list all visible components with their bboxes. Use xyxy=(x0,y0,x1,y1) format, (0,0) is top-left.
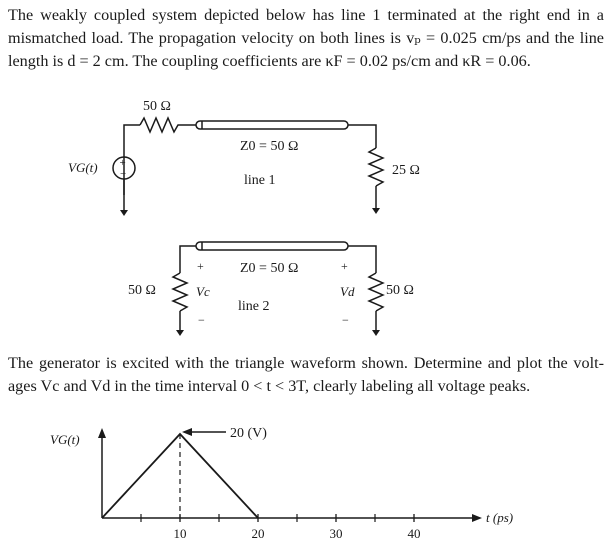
vc-label: Vc xyxy=(196,284,210,299)
right-resistor-label: 50 Ω xyxy=(386,283,414,298)
x-axis-arrow xyxy=(472,514,482,522)
vc-minus: − xyxy=(198,313,205,327)
vd-plus: + xyxy=(341,259,348,273)
x-tick-label-30: 30 xyxy=(329,526,343,541)
source-label: VG(t) xyxy=(68,160,98,175)
load-resistor-label: 25 Ω xyxy=(392,163,420,178)
x-tick-label-40: 40 xyxy=(407,526,421,541)
line1-label: line 1 xyxy=(244,173,276,188)
source-plus: + xyxy=(119,157,126,169)
intro-line-1: The weakly coupled system depicted below has line 1 terminated at the right end in a xyxy=(8,6,604,24)
source-minus: − xyxy=(120,168,127,180)
peak-value-label: 20 (V) xyxy=(230,426,267,441)
task-line-1: The generator is excited with the triangle waveform shown. Determine and plot the volt- xyxy=(8,354,604,372)
y-axis-label: VG(t) xyxy=(50,432,80,447)
vd-minus: − xyxy=(342,313,349,327)
left-resistor-label: 50 Ω xyxy=(128,283,156,298)
task-line-2: ages Vc and Vd in the time interval 0 < t < 3T, clearly labeling all voltage peaks. xyxy=(8,377,531,395)
line1-impedance-label: Z0 = 50 Ω xyxy=(240,139,299,154)
intro-line-3: length is d = 2 cm. The coupling coefficients are κF = 0.02 ps/cm and κR = 0.06. xyxy=(8,52,531,70)
intro-line-2: mismatched load. The propagation velocity on both lines is vₚ = 0.025 cm/ps and the line xyxy=(8,29,604,47)
x-axis-label: t (ps) xyxy=(486,510,514,525)
line2-label: line 2 xyxy=(238,299,270,314)
y-axis-arrow xyxy=(98,428,106,438)
x-tick-label-20: 20 xyxy=(251,526,265,541)
line2-impedance-label: Z0 = 50 Ω xyxy=(240,261,299,276)
vc-plus: + xyxy=(197,259,204,273)
peak-arrow-head xyxy=(182,428,192,436)
source-resistor-label: 50 Ω xyxy=(143,99,171,114)
vd-label: Vd xyxy=(340,284,355,299)
x-tick-label-10: 10 xyxy=(173,526,187,541)
